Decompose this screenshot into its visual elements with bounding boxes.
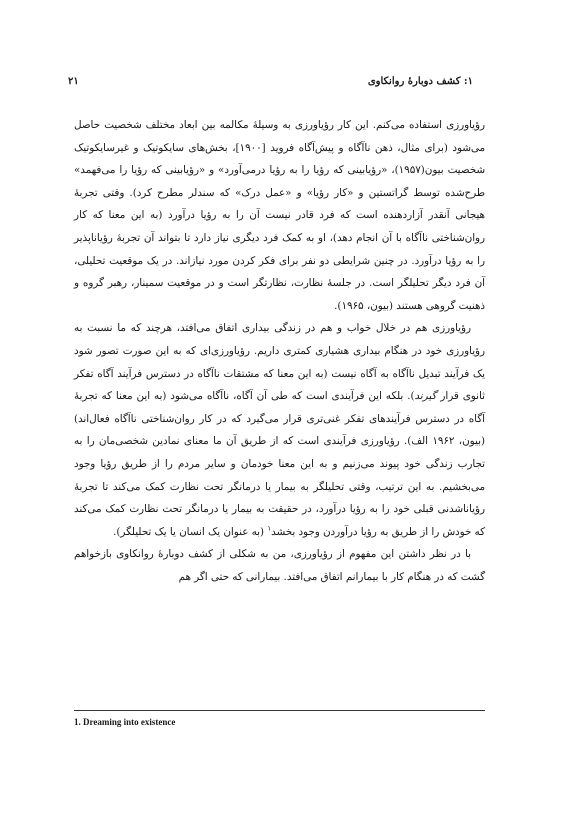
body-text: [74, 114, 485, 588]
page-number: ۲۱: [68, 76, 79, 87]
footnote-reference[interactable]: ۱: [267, 524, 272, 533]
paragraph-3: با در نظر داشتن این مفهوم از رؤیاورزی، من به شکلی از کشف دوبارهٔ روانکاوی بازخواهم گشت که در هنگام کار با بیمارانم اتفاق می‌افتد. بیمارانی که حتی اگر هم: [74, 548, 485, 583]
footnote: 1. Dreaming into existence: [74, 717, 176, 727]
paragraph-2-part-c: (به عنوان یک انسان یا یک تحلیلگر).: [113, 525, 268, 538]
footnote-divider: [74, 710, 485, 711]
running-header: [68, 76, 473, 92]
paragraph-1: رؤیاورزی استفاده می‌کنم. این کار رؤیاورزی به وسیلهٔ مکالمه بین ابعاد مختلف شخصیت حاصل می‌شود (برای مثال، ذهن ناآگاه و پیش‌آگاه فروید [۱۹۰۰]، بخش‌های سایکوتیک و غیرسایکوتیک شخصیت بیون(۱۹۵۷)، «رؤیابینی که رؤیا را به رؤیا درمی‌آورد» و «رؤیابینی که رؤیا را می‌فهمد» طرح‌شده توسط گراتستین و «کار رؤیا» و «عمل درک» که سندلر مطرح کرد). وقتی تجربهٔ هیجانی آنقدر آزاردهنده است که فرد قادر نیست آن را به رؤیا درآورد (به این معنا که کار روان‌شناختی ناآگاه با آن انجام دهد)، او به کمک فرد دیگری نیاز دارد تا بتواند آن تجربهٔ رؤیاناپذیر را به رؤیا درآورد. در چنین شرایطی دو نفر برای فکر کردن مورد نیازاند. در یک موقعیت تحلیلی، آن فرد دیگر تحلیلگر است. در جلسهٔ نظارت، نظارتگر است و در موقعیت سمینار، رهبر گروه و ذهنیت گروهی هستند (بیون، ۱۹۶۵).: [74, 119, 486, 312]
paragraph-2-part-b: ). بلکه این فرآیندی است که طی آن آگاه، ناآگاه می‌شود (به این معنا که تجربهٔ آگاه در دسترس فرآیندهای تفکر غنی‌تری قرار می‌گیرد که در کار روان‌شناختی ناآگاه فعال‌اند) (بیون، ۱۹۶۲ الف). رؤیاورزی فرآیندی است که از طریق آن ما معنای نمادین شخصی‌مان را به تجارب زندگی خود پیوند می‌زنیم و به این معنا خودمان و سایر مردم را از طریق رؤیا وجود می‌بخشیم. به این ترتیب، وقتی تحلیلگر به بیمار یا درمانگر تحت نظارت کمک می‌کند تا تجربهٔ رؤیاناشدنی قبلی خود را به رؤیا درآورد، در حقیقت به بیمار یا درمانگر تحت نظارت کمک می‌کند که خودش را از طریق به رؤیا درآوردن وجود بخشد: [74, 390, 485, 538]
chapter-title: ۱: کشف دوبارهٔ روانکاوی: [367, 76, 473, 87]
paragraph-2: [74, 317, 485, 543]
paragraph-2-part-a: رؤیاورزی هم در خلال خواب و هم در زندگی بیداری اتفاق می‌افتد، هرچند که ما نسبت به رؤیاورزی خود در هنگام بیداری هشیاری کمتری داریم. رؤیاورزی‌ای که به این صورت تصور شود یک فرآیند تبدیل ناآگاه به آگاه نیست (به این معنا که مشتقات ناآگاه در دسترس فرآیند آگاه تفکر ثانوی قرار: [74, 322, 485, 403]
paragraph-2-emphasis: گیرند: [414, 390, 437, 403]
